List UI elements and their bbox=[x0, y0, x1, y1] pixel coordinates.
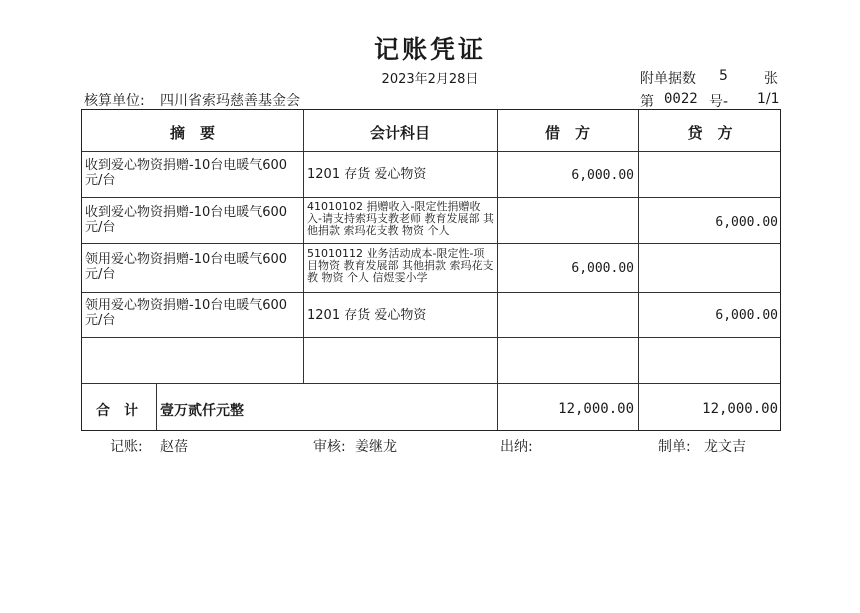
voucher-number: 0022 bbox=[664, 91, 698, 107]
voucher-number-suffix: 号- bbox=[709, 94, 729, 110]
preparer-label: 制单: bbox=[658, 439, 691, 455]
header-account: 会计科目 bbox=[369, 124, 430, 142]
table-rule bbox=[82, 151, 780, 152]
entry-summary: 收到爱心物资捐赠-10台电暖气600元/台 bbox=[85, 158, 288, 188]
header-summary: 摘 要 bbox=[169, 124, 215, 142]
total-label: 合 计 bbox=[96, 403, 138, 419]
accounting-unit-label: 核算单位: bbox=[84, 93, 145, 109]
voucher-title: 记账凭证 bbox=[373, 35, 486, 64]
table-rule bbox=[82, 292, 780, 293]
cashier-label: 出纳: bbox=[500, 439, 533, 455]
total-amount-in-words: 壹万贰仟元整 bbox=[160, 403, 244, 419]
table-rule bbox=[82, 243, 780, 244]
entry-account: 1201 存货 爱心物资 bbox=[307, 167, 427, 182]
entry-summary: 领用爱心物资捐赠-10台电暖气600元/台 bbox=[85, 252, 288, 282]
voucher-table bbox=[81, 109, 781, 431]
entry-summary: 领用爱心物资捐赠-10台电暖气600元/台 bbox=[85, 298, 288, 328]
entry-credit: 6,000.00 bbox=[715, 215, 778, 230]
bookkeeper-label: 记账: bbox=[110, 439, 143, 455]
voucher-date: 2023年2月28日 bbox=[381, 72, 479, 87]
table-rule bbox=[82, 383, 780, 384]
bookkeeper-name: 赵蓓 bbox=[160, 439, 188, 455]
voucher-number-prefix: 第 bbox=[640, 94, 654, 110]
voucher-page: 1/1 bbox=[757, 91, 780, 107]
entry-debit: 6,000.00 bbox=[571, 168, 634, 183]
total-credit: 12,000.00 bbox=[702, 401, 778, 417]
attachments-label: 附单据数 bbox=[640, 71, 696, 87]
table-column-rule bbox=[638, 110, 639, 430]
entry-account: 1201 存货 爱心物资 bbox=[307, 308, 427, 323]
header-credit: 贷 方 bbox=[687, 124, 733, 142]
total-debit: 12,000.00 bbox=[558, 401, 634, 417]
preparer-name: 龙文吉 bbox=[704, 439, 746, 455]
accounting-unit-value: 四川省索玛慈善基金会 bbox=[160, 93, 300, 109]
entry-credit: 6,000.00 bbox=[715, 308, 778, 323]
attachments-unit: 张 bbox=[764, 71, 778, 87]
entry-account: 51010112 业务活动成本-限定性-项目物资 教育发展部 其他捐款 索玛花支教 物资 个人 信煜雯小学 bbox=[307, 247, 494, 284]
attachments-count: 5 bbox=[719, 68, 728, 84]
header-debit: 借 方 bbox=[544, 124, 590, 142]
table-column-rule bbox=[303, 110, 304, 383]
table-column-rule bbox=[156, 383, 157, 430]
reviewer-name: 姜继龙 bbox=[355, 439, 397, 455]
entry-debit: 6,000.00 bbox=[571, 261, 634, 276]
entry-summary: 收到爱心物资捐赠-10台电暖气600元/台 bbox=[85, 205, 288, 235]
entry-account: 41010102 捐赠收入-限定性捐赠收入-请支持索玛支教老师 教育发展部 其他捐款 索玛花支教 物资 个人 bbox=[307, 200, 494, 237]
table-rule bbox=[82, 337, 780, 338]
reviewer-label: 审核: bbox=[313, 439, 346, 455]
table-rule bbox=[82, 197, 780, 198]
